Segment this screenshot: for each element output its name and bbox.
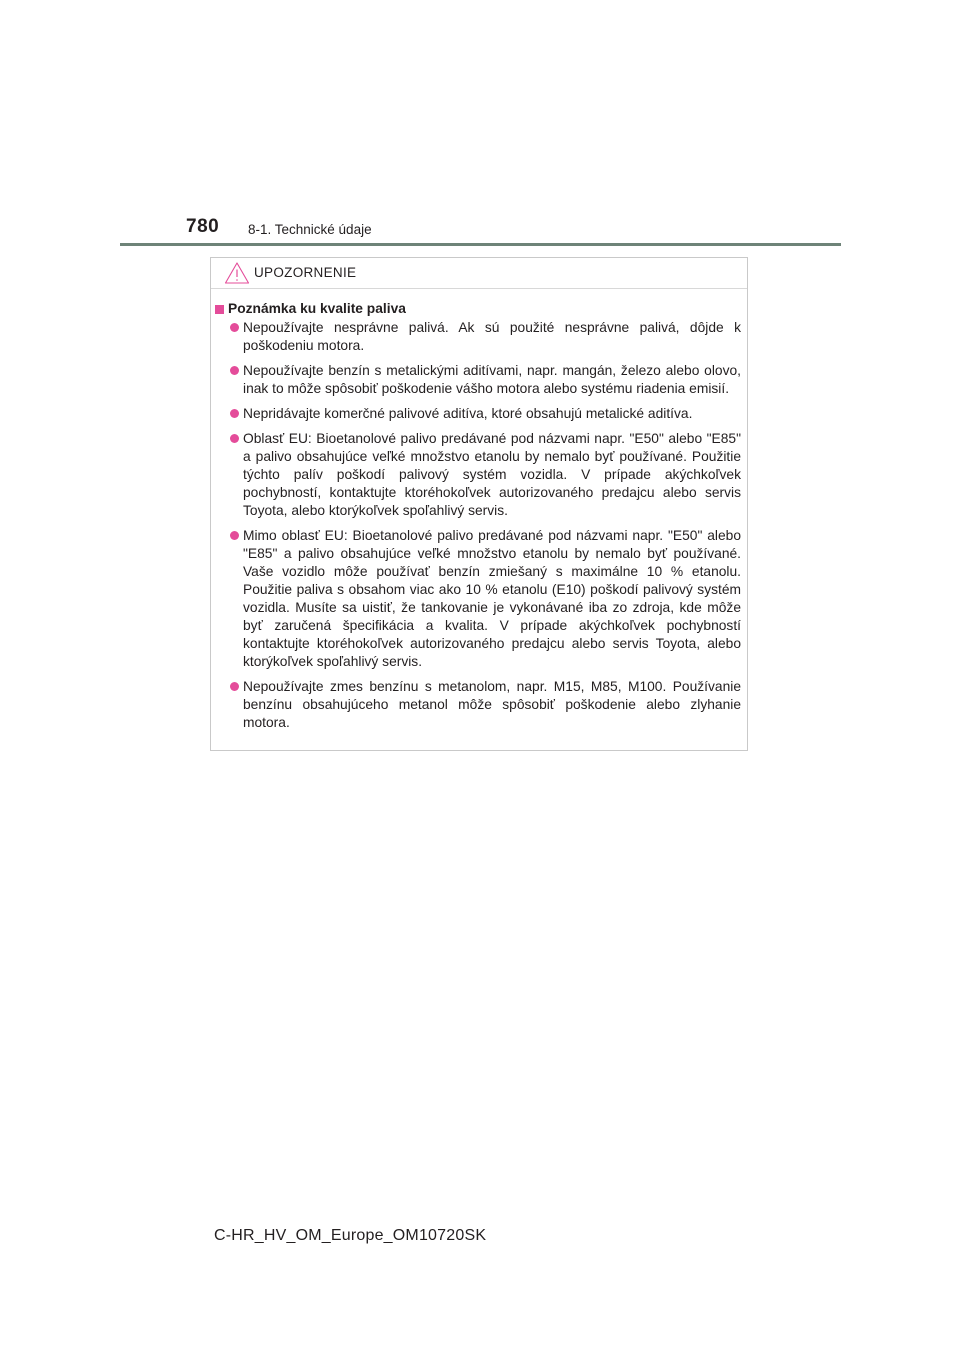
caution-label: UPOZORNENIE [254, 265, 357, 280]
list-item [215, 527, 741, 671]
list-item-text: Nepridávajte komerčné palivové aditíva, ktoré obsahujú metalické aditíva. [243, 406, 693, 421]
topic-heading [215, 301, 741, 316]
circle-bullet-icon [230, 531, 239, 540]
circle-bullet-icon [230, 366, 239, 375]
document-code: C-HR_HV_OM_Europe_OM10720SK [214, 1227, 487, 1244]
list-item-text: Nepoužívajte zmes benzínu s metanolom, napr. M15, M85, M100. Používanie benzínu obsahujúceho metanol môže spôsobiť poškodenie alebo zlyhanie motora. [243, 679, 741, 730]
list-item-text: Mimo oblasť EU: Bioetanolové palivo predávané pod názvami napr. "E50" alebo "E85" a palivo obsahujúce veľké množstvo etanolu by nemalo byť používané. Vaše vozidlo môže používať benzín zmiešaný s maximálne 10 % etanolu. Použitie paliva s obsahom viac ako 10 % etanolu (E10) poškodí palivový systém vozidla. Musíte sa uistiť, že tankovanie je vykonávané iba zo zdroja, kde môže byť zaručená špecifikácia a kvalita. V prípade akýchkoľvek pochybností kontaktujte ktoréhokoľvek autorizovaného predajcu alebo servis Toyota, alebo ktorýkoľvek spoľahlivý servis. [243, 528, 741, 669]
list-item [215, 678, 741, 732]
bullet-list [215, 319, 741, 732]
list-item-text: Nepoužívajte nesprávne palivá. Ak sú použité nesprávne palivá, dôjde k poškodeniu motora. [243, 320, 741, 353]
list-item [215, 362, 741, 398]
topic-title: Poznámka ku kvalite paliva [228, 301, 406, 316]
caution-content [211, 289, 747, 732]
square-bullet-icon [215, 305, 224, 314]
circle-bullet-icon [230, 323, 239, 332]
caution-box [210, 257, 748, 751]
list-item [215, 405, 741, 423]
list-item-text: Nepoužívajte benzín s metalickými aditívami, napr. mangán, železo alebo olovo, inak to môže spôsobiť poškodenie vášho motora alebo systému riadenia emisií. [243, 363, 741, 396]
circle-bullet-icon [230, 434, 239, 443]
page-number: 780 [186, 216, 220, 237]
section-title: 8-1. Technické údaje [248, 222, 372, 237]
list-item [215, 319, 741, 355]
caution-header [211, 258, 747, 289]
circle-bullet-icon [230, 682, 239, 691]
list-item [215, 430, 741, 520]
circle-bullet-icon [230, 409, 239, 418]
warning-icon [224, 261, 250, 285]
header-rule [120, 243, 841, 246]
list-item-text: Oblasť EU: Bioetanolové palivo predávané pod názvami napr. "E50" alebo "E85" a palivo obsahujúce veľké množstvo etanolu by nemalo byť používané. Použitie týchto palív poškodí palivový systém vozidla. V prípade akýchkoľvek pochybností, kontaktujte ktoréhokoľvek autorizovaného predajcu alebo servis Toyota, alebo ktorýkoľvek spoľahlivý servis. [243, 431, 741, 518]
